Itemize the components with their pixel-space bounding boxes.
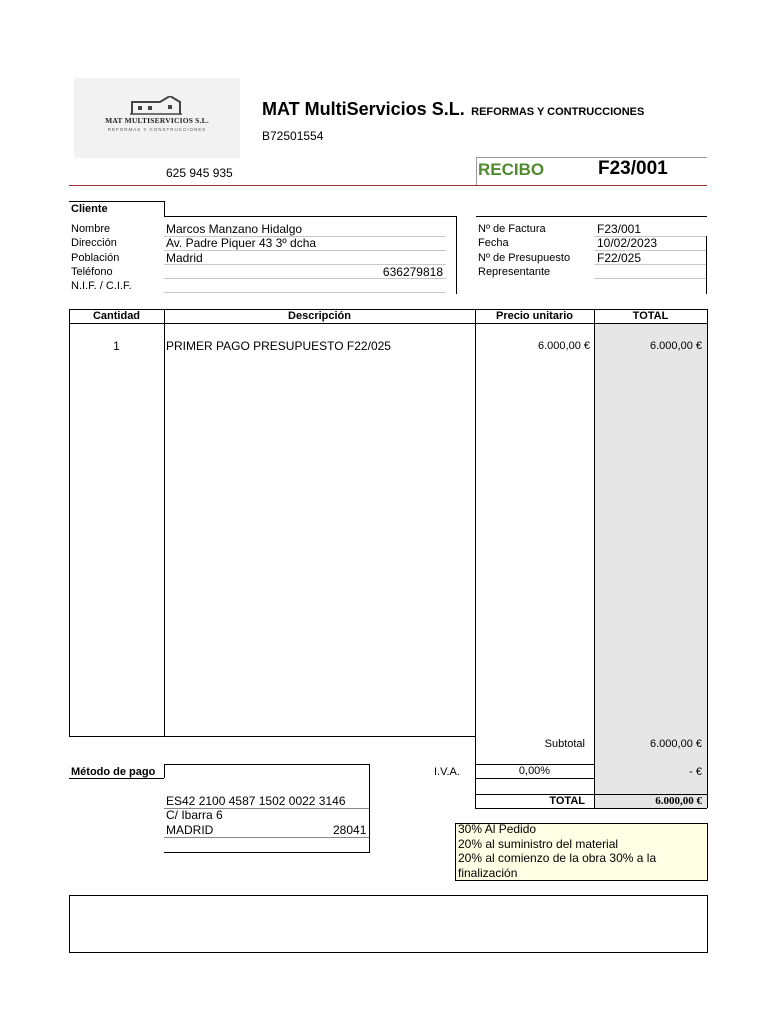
company-logo [74,78,240,158]
house-icon [130,96,182,116]
subtotal-label: Subtotal [544,738,585,750]
label-fecha: Fecha [478,237,509,249]
iva-value: - € [689,766,702,778]
col-header-price: Precio unitario [495,310,574,322]
col-header-desc: Descripción [288,310,351,322]
iva-label: I.V.A. [434,766,460,778]
label-poblacion: Población [71,252,120,264]
logo-subtext: REFORMAS Y CONSTRUCCIONES [107,127,207,132]
client-city: Madrid [166,251,203,265]
client-name: Marcos Manzano Hidalgo [166,222,303,236]
label-telefono: Teléfono [71,266,113,278]
label-presupuesto: Nº de Presupuesto [478,252,571,264]
total-column-bg [594,323,707,808]
invoice-budget: F22/025 [597,251,642,265]
company-name: MAT MultiServicios S.L. [262,99,465,119]
header-rule [69,185,707,186]
label-direccion: Dirección [71,237,117,249]
label-factura: Nº de Factura [478,223,546,235]
payment-label: Método de pago [71,766,156,778]
label-representante: Representante [478,266,551,278]
logo-text: MAT MULTISERVICIOS S.L. [105,116,209,125]
client-header: Cliente [71,203,108,215]
payment-city: MADRID [166,823,214,837]
company-header [262,99,644,120]
row-qty: 1 [113,339,120,353]
row-price: 6.000,00 € [538,340,590,352]
row-desc: PRIMER PAGO PRESUPUESTO F22/025 [166,339,391,353]
label-nombre: Nombre [71,223,111,235]
subtotal-value: 6.000,00 € [650,738,702,750]
terms-line: 30% Al Pedido [458,822,537,836]
payment-iban: ES42 2100 4587 1502 0022 3146 [166,794,346,808]
col-header-qty: Cantidad [92,310,141,322]
document-type: RECIBO [478,160,545,179]
client-address: Av. Padre Piquer 43 3º dcha [166,236,317,250]
invoice-number: F23/001 [597,222,642,236]
notes-box [69,895,708,953]
iva-rate-cell [475,764,594,779]
company-phone: 625 945 935 [166,166,233,180]
terms-line: 20% al comienzo de la obra 30% a la [458,851,657,865]
payment-street: C/ Ibarra 6 [166,808,223,822]
total-value: 6.000,00 € [655,795,702,807]
iva-rate: 0,00% [518,765,551,777]
payment-zip: 28041 [333,823,367,837]
invoice-date: 10/02/2023 [597,236,658,250]
row-total: 6.000,00 € [650,340,702,352]
company-tax-id: B72501554 [262,129,324,143]
payment-terms [455,823,708,881]
company-tagline: REFORMAS Y CONTRUCCIONES [471,106,645,118]
label-nif: N.I.F. / C.I.F. [71,280,132,292]
col-header-total: TOTAL [632,310,669,322]
total-label: TOTAL [549,795,585,807]
terms-line: finalización [458,866,518,880]
client-phone: 636279818 [382,265,443,279]
document-number: F23/001 [598,158,668,179]
terms-line: 20% al suministro del material [458,837,619,851]
